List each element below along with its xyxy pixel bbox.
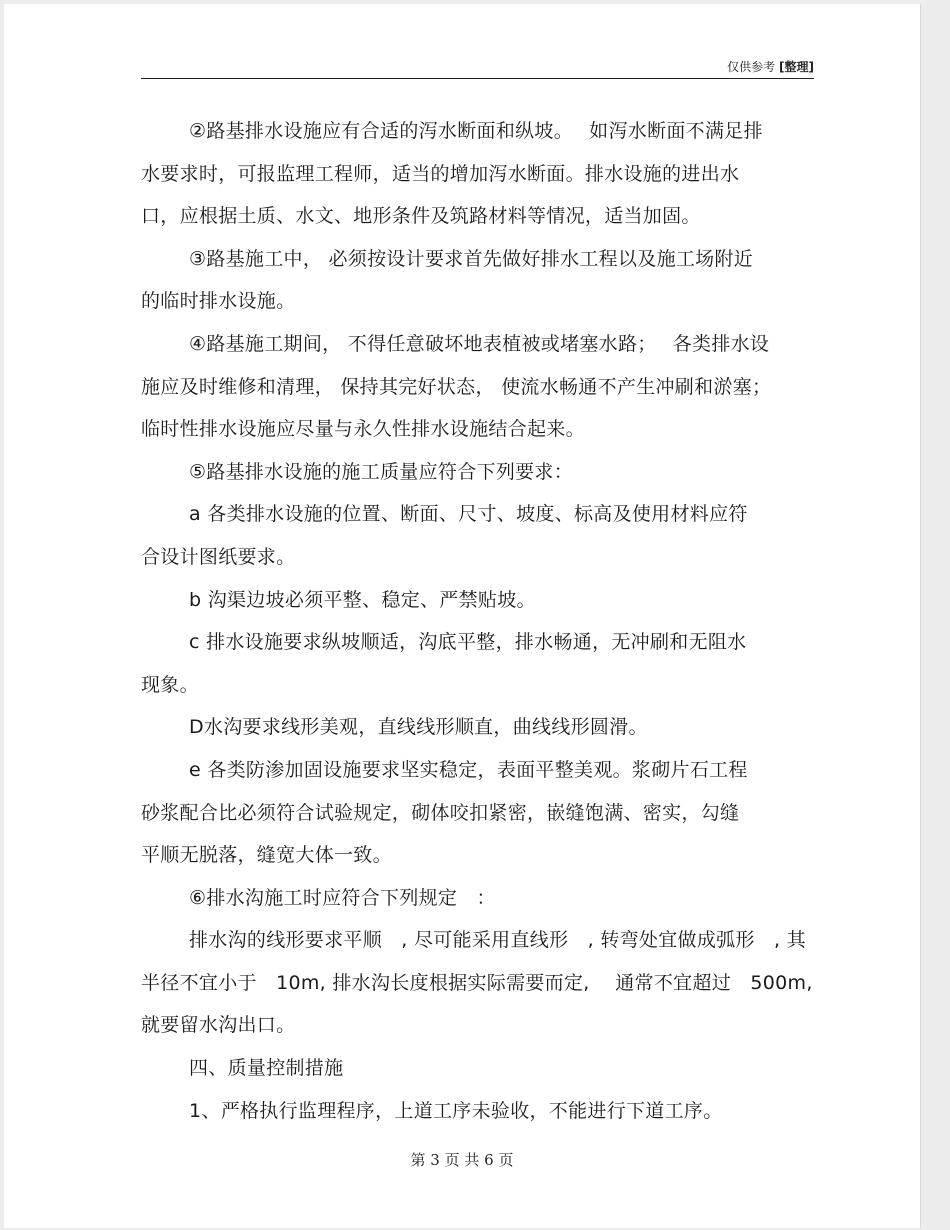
paragraph-line: b 沟渠边坡必须平整、稳定、严禁贴坡。 [189,588,536,611]
paragraph-line: D水沟要求线形美观，直线线形顺直，曲线线形圆滑。 [189,716,648,739]
paragraph-line: 施应及时维修和清理， 保持其完好状态， 使流水畅通不产生冲刷和淤塞； [141,375,772,398]
paragraph-line: ③路基施工中， 必须按设计要求首先做好排水工程以及施工场附近 [189,247,754,270]
header-note: 仅供参考 [727,60,776,74]
paragraph-line: 口，应根据土质、水文、地形条件及筑路材料等情况，适当加固。 [141,205,701,228]
paragraph-line: 合设计图纸要求。 [141,545,296,568]
paragraph-line: 砂浆配合比必须符合试验规定，砌体咬扣紧密，嵌缝饱满、密实，勾缝 [141,801,740,824]
paragraph-line: 排水沟的线形要求平顺 , 尽可能采用直线形 , 转弯处宜做成弧形 , 其 [189,929,807,952]
paragraph-line: 1、严格执行监理程序，上道工序未验收，不能进行下道工序。 [189,1099,723,1122]
paragraph-line: e 各类防渗加固设施要求坚实稳定，表面平整美观。浆砌片石工程 [189,758,748,781]
page-header [141,60,814,79]
paragraph-line: ⑤路基排水设施的施工质量应符合下列要求： [189,460,574,483]
paragraph-line: 平顺无脱落，缝宽大体一致。 [141,844,392,867]
paragraph-line: 现象。 [141,673,199,696]
section-heading: 四、质量控制措施 [189,1057,344,1080]
header-tag: [整理] [779,60,814,74]
paragraph-line: a 各类排水设施的位置、断面、尺寸、坡度、标高及使用材料应符 [189,503,748,526]
body-text [141,110,813,1132]
paragraph-line: ⑥排水沟施工时应符合下列规定 ： [189,886,496,909]
paragraph-line: 水要求时，可报监理工程师，适当的增加泻水断面。排水设施的进出水 [141,162,740,185]
document-page [4,4,921,1228]
paragraph-line: ④路基施工期间， 不得任意破坏地表植被或堵塞水路； 各类排水设 [189,332,770,355]
paragraph-line: 半径不宜小于 10m, 排水沟长度根据实际需要而定, 通常不宜超过 500m, [141,971,813,994]
paragraph-line: 就要留水沟出口。 [141,1014,296,1037]
page-number: 第 3 页 共 6 页 [410,1151,514,1169]
paragraph-line: 临时性排水设施应尽量与永久性排水设施结合起来。 [141,418,585,441]
paragraph-line: ②路基排水设施应有合适的泻水断面和纵坡。 如泻水断面不满足排 [189,120,763,142]
paragraph-line: c 排水设施要求纵坡顺适，沟底平整，排水畅通，无冲刷和无阻水 [189,631,747,654]
paragraph-line: 的临时排水设施。 [141,290,296,313]
